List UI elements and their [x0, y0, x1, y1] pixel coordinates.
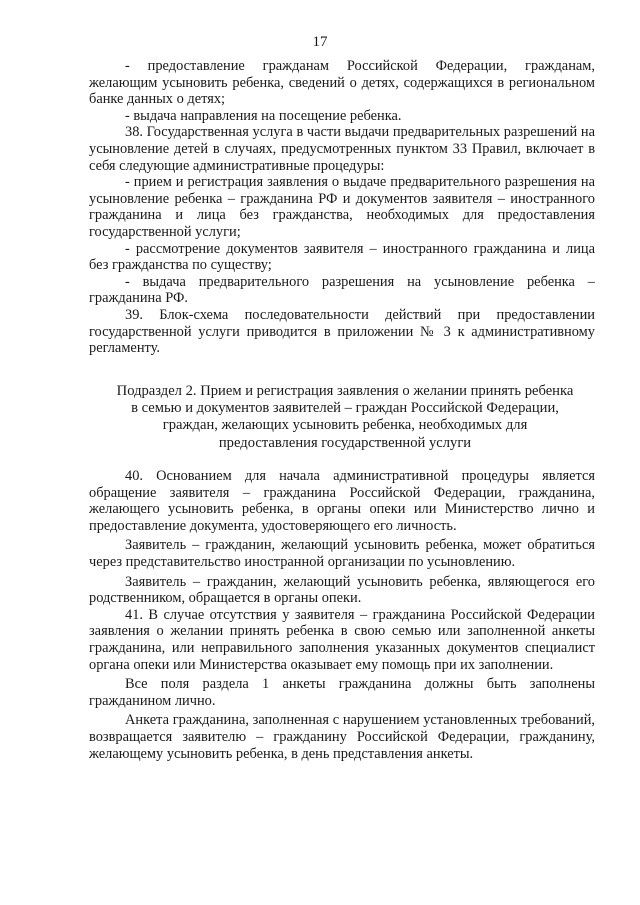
paragraph-visit-referral: - выдача направления на посещение ребенка.	[125, 107, 402, 124]
section-heading-line: в семью и документов заявителей – граждан Российской Федерации,	[131, 400, 559, 417]
paragraph-38-procedure-issuance: - выдача предварительного разрешения на усыновление ребенка – гражданина РФ.	[89, 273, 595, 307]
paragraph-41: 41. В случае отсутствия у заявителя – гражданина Российской Федерации заявления о желании принять ребенка в свою семью или заполненной анкеты гражданина, или неправильного заполнения указанных документов специалист органа опеки или Министерства оказывает ему помощь при их заполнении.	[89, 606, 595, 673]
text-block-bottom	[89, 468, 595, 762]
page-number: 17	[312, 34, 328, 50]
paragraph-info-on-children: - предоставление гражданам Российской Федерации, гражданам, желающим усыновить ребенка, сведений о детях, содержащихся в региональном банке данных о детях;	[89, 58, 595, 108]
section-heading-line: Подраздел 2. Прием и регистрация заявления о желании принять ребенка	[116, 383, 574, 399]
paragraph-questionnaire-returned: Анкета гражданина, заполненная с нарушением установленных требований, возвращается заявителю – гражданину Российской Федерации, гражданину, желающему усыновить ребенка, в день представления анкеты.	[89, 712, 595, 762]
paragraph-38-procedure-review: - рассмотрение документов заявителя – иностранного гражданина и лица без гражданства по существу;	[89, 240, 595, 274]
section-heading-line: предоставления государственной услуги	[218, 434, 472, 451]
paragraph-38-procedure-reception: - прием и регистрация заявления о выдаче предварительного разрешения на усыновление ребенка – гражданина РФ и документов заявителя – иностранного гражданина и лица без гражданства, необходимых для предоставления государственной услуги;	[89, 174, 595, 240]
paragraph-38: 38. Государственная услуга в части выдачи предварительных разрешений на усыновление детей в случаях, предусмотренных пунктом 33 Правил, включает в себя следующие административные процедуры:	[89, 124, 595, 174]
paragraph-applicant-relative: Заявитель – гражданин, желающий усыновить ребенка, являющегося его родственником, обращается в органы опеки.	[89, 573, 595, 607]
paragraph-39: 39. Блок-схема последовательности действий при предоставлении государственной услуги приводится в приложении № 3 к административному регламенту.	[89, 306, 595, 357]
paragraph-questionnaire-fields: Все поля раздела 1 анкеты гражданина должны быть заполнены гражданином лично.	[89, 676, 595, 709]
text-block-top	[89, 58, 595, 357]
section-heading-line: граждан, желающих усыновить ребенка, необходимых для	[162, 417, 528, 434]
paragraph-40: 40. Основанием для начала административной процедуры является обращение заявителя – гражданина Российской Федерации, гражданина, желающего усыновить ребенка, в органы опеки или Министерство лично и предоставление документа, удостоверяющего его личность.	[89, 468, 595, 534]
section-heading	[95, 383, 595, 452]
paragraph-applicant-via-organization: Заявитель – гражданин, желающий усыновить ребенка, может обратиться через представительство иностранной организации по усыновлению.	[89, 537, 595, 570]
